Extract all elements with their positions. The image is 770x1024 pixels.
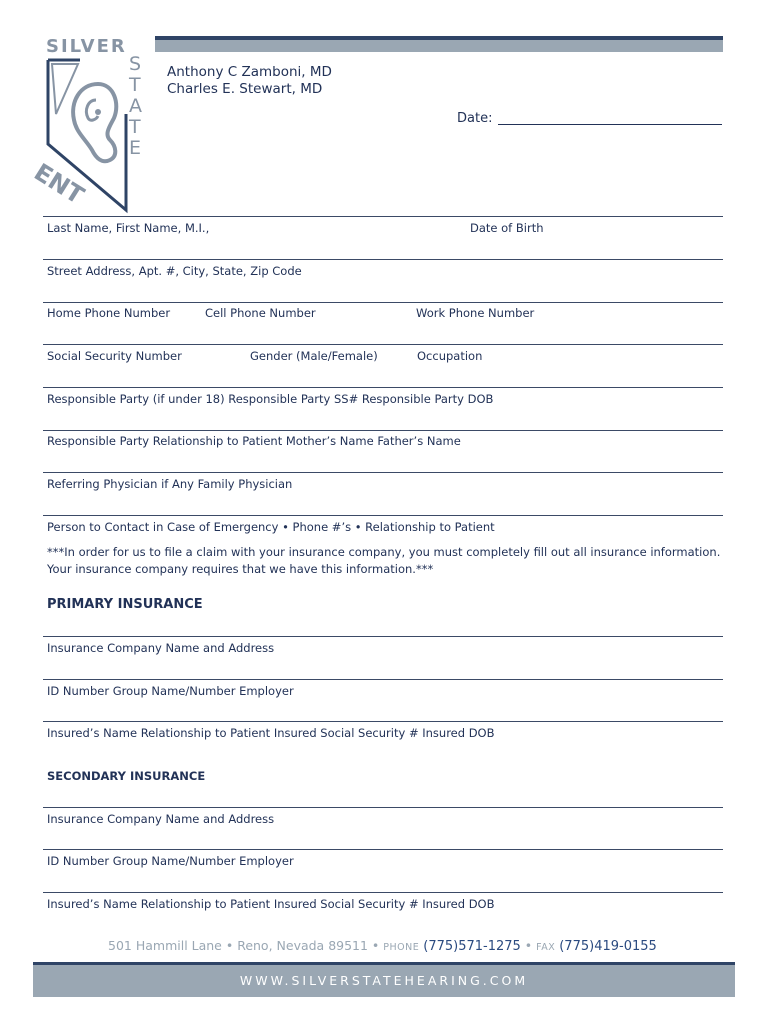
home-phone-field[interactable]: Home Phone Number: [47, 306, 171, 320]
form-line: [43, 892, 723, 893]
logo-letter: T: [129, 74, 141, 96]
street-address-field[interactable]: Street Address, Apt. #, City, State, Zip Code: [47, 264, 302, 278]
form-line: [43, 259, 723, 260]
form-line: [43, 807, 723, 808]
form-line: [43, 515, 723, 516]
occupation-field[interactable]: Occupation: [417, 349, 483, 363]
website-link[interactable]: WWW.SILVERSTATEHEARING.COM: [239, 973, 529, 988]
referring-physician-field[interactable]: Referring Physician if Any Family Physician: [47, 477, 293, 491]
logo-top-word: SILVER: [46, 36, 127, 57]
logo-letter: E: [129, 137, 142, 159]
logo-vertical-word: [129, 54, 142, 159]
form-line: [43, 721, 723, 722]
fax-label: FAX: [536, 942, 556, 953]
responsible-party-field[interactable]: Responsible Party (if under 18) Responsible Party SS# Responsible Party DOB: [47, 392, 494, 406]
last-name-field[interactable]: Last Name, First Name, M.I.,: [47, 221, 210, 235]
form-line: [43, 387, 723, 388]
form-line: [43, 472, 723, 473]
secondary-company-field[interactable]: Insurance Company Name and Address: [47, 812, 275, 826]
phone-number[interactable]: (775)571-1275: [423, 939, 521, 954]
phone-label: PHONE: [383, 942, 420, 953]
form-line: [43, 679, 723, 680]
secondary-insured-field[interactable]: Insured’s Name Relationship to Patient Insured Social Security # Insured DOB: [47, 897, 495, 911]
logo: [29, 34, 155, 210]
form-line: [43, 344, 723, 345]
emergency-contact-field[interactable]: Person to Contact in Case of Emergency • Phone #’s • Relationship to Patient: [47, 520, 495, 534]
primary-company-field[interactable]: Insurance Company Name and Address: [47, 641, 275, 655]
date-input-line[interactable]: [498, 124, 722, 125]
form-line: [43, 849, 723, 850]
form-line: [43, 430, 723, 431]
cell-phone-field[interactable]: Cell Phone Number: [205, 306, 316, 320]
doctor-name: Charles E. Stewart, MD: [167, 81, 323, 97]
ssn-field[interactable]: Social Security Number: [47, 349, 182, 363]
secondary-id-field[interactable]: ID Number Group Name/Number Employer: [47, 854, 294, 868]
header-bar-light: [155, 40, 723, 52]
date-label: Date:: [457, 111, 493, 126]
logo-bottom-word: ENT: [29, 158, 89, 210]
logo-letter: A: [129, 95, 142, 117]
secondary-insurance-title: SECONDARY INSURANCE: [47, 769, 206, 783]
address-text: 501 Hammill Lane • Reno, Nevada 89511 •: [108, 938, 380, 953]
footer-bar: [33, 962, 735, 997]
insurance-note: ***In order for us to file a claim with your insurance company, you must completely fill out all insurance information. Your insurance company requires that we have this information.***: [47, 545, 721, 576]
logo-letter: T: [129, 116, 141, 138]
doctor-name: Anthony C Zamboni, MD: [167, 64, 332, 80]
primary-id-field[interactable]: ID Number Group Name/Number Employer: [47, 684, 294, 698]
separator: •: [524, 938, 533, 953]
relationship-field[interactable]: Responsible Party Relationship to Patient Mother’s Name Father’s Name: [47, 434, 461, 448]
logo-letter: S: [129, 53, 142, 75]
fax-number: (775)419-0155: [559, 939, 657, 954]
footer-address: [108, 938, 657, 954]
primary-insurance-title: PRIMARY INSURANCE: [47, 597, 203, 612]
primary-insured-field[interactable]: Insured’s Name Relationship to Patient Insured Social Security # Insured DOB: [47, 726, 495, 740]
work-phone-field[interactable]: Work Phone Number: [416, 306, 535, 320]
form-line: [43, 302, 723, 303]
form-line: [43, 636, 723, 637]
form-line: [43, 216, 723, 217]
gender-field[interactable]: Gender (Male/Female): [250, 349, 378, 363]
dob-field[interactable]: Date of Birth: [470, 221, 544, 235]
